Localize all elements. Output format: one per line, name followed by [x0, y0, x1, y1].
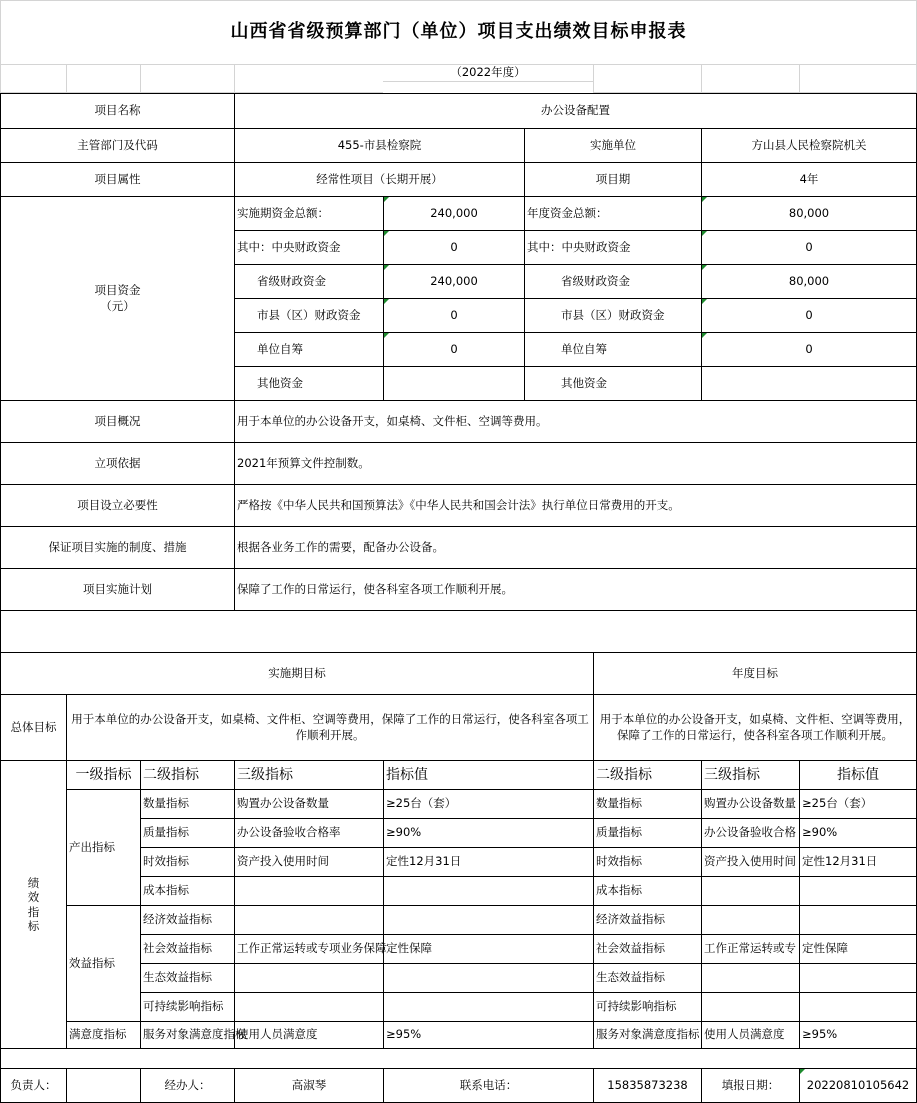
funds-right-label: 其中：中央财政资金	[524, 230, 701, 264]
funds-right-label: 单位自筹	[524, 332, 701, 366]
satisfaction-indicator-label: 满意度指标	[66, 1021, 140, 1049]
blank-cell	[701, 64, 799, 93]
indicator-level2-year: 数量指标	[593, 789, 701, 818]
level1-header: 一级指标	[66, 760, 140, 789]
indicator-level3-year: 工作正常运转或专	[701, 934, 799, 963]
funds-right-value: 80,000	[701, 196, 917, 230]
period-label: 项目期	[524, 162, 701, 196]
necessity-label: 项目设立必要性	[0, 484, 234, 526]
funds-right-value	[701, 366, 917, 400]
indicator-value-year	[799, 992, 917, 1021]
indicators-group-label	[0, 760, 66, 1049]
indicator-level3-year	[701, 876, 799, 905]
indicator-value	[383, 992, 593, 1021]
indicator-level3-year: 资产投入使用时间	[701, 847, 799, 876]
blank-cell	[0, 64, 66, 93]
benefit-indicator-label: 效益指标	[66, 905, 140, 1021]
indicator-level2: 生态效益指标	[140, 963, 234, 992]
indicator-level3	[234, 876, 383, 905]
principal-value	[66, 1068, 140, 1103]
indicator-level2-year: 社会效益指标	[593, 934, 701, 963]
indicator-level2-year: 服务对象满意度指标	[593, 1021, 701, 1049]
overall-goal-label: 总体目标	[0, 694, 66, 760]
handler-label: 经办人：	[140, 1068, 234, 1103]
indicator-level2: 数量指标	[140, 789, 234, 818]
funds-right-label: 其他资金	[524, 366, 701, 400]
funds-right-label: 省级财政资金	[524, 264, 701, 298]
indicator-value	[383, 876, 593, 905]
indicator-level2-year: 成本指标	[593, 876, 701, 905]
indicator-level2: 成本指标	[140, 876, 234, 905]
indicator-value: 定性12月31日	[383, 847, 593, 876]
indicators-group-text: 绩效指标	[27, 875, 40, 933]
funds-left-value: 0	[383, 332, 524, 366]
impl-unit-value: 方山县人民检察院机关	[701, 128, 917, 162]
dept-value: 455-市县检察院	[234, 128, 524, 162]
indicator-level3	[234, 963, 383, 992]
indicator-value: ≥95%	[383, 1021, 593, 1049]
indicator-level2-year: 经济效益指标	[593, 905, 701, 934]
funds-right-label: 年度资金总额：	[524, 196, 701, 230]
funds-left-value	[383, 366, 524, 400]
indicator-level2: 质量指标	[140, 818, 234, 847]
measures-label: 保证项目实施的制度、措施	[0, 526, 234, 568]
funds-right-value: 0	[701, 332, 917, 366]
plan-value: 保障了工作的日常运行，使各科室各项工作顺利开展。	[234, 568, 917, 610]
indicator-value-year: ≥25台（套）	[799, 789, 917, 818]
funds-left-label: 省级财政资金	[234, 264, 383, 298]
blank-row	[0, 1049, 917, 1068]
indicator-value-year: 定性12月31日	[799, 847, 917, 876]
indicator-value-year: ≥90%	[799, 818, 917, 847]
indicator-level3: 购置办公设备数量	[234, 789, 383, 818]
level2-header: 二级指标	[140, 760, 234, 789]
year-goal-text: 用于本单位的办公设备开支，如桌椅、文件柜、空调等费用，保障了工作的日常运行，使各科室各项工作顺利开展。	[593, 694, 917, 760]
indicator-level2: 时效指标	[140, 847, 234, 876]
handler-value: 高淑琴	[234, 1068, 383, 1103]
funds-left-label: 实施期资金总额：	[234, 196, 383, 230]
indicator-value-year	[799, 876, 917, 905]
sheet-title: 山西省省级预算部门（单位）项目支出绩效目标申报表	[0, 0, 917, 64]
dept-label: 主管部门及代码	[0, 128, 234, 162]
impl-unit-label: 实施单位	[524, 128, 701, 162]
indicator-level3-year	[701, 992, 799, 1021]
necessity-value: 严格按《中华人民共和国预算法》《中华人民共和国会计法》执行单位日常费用的开支。	[234, 484, 917, 526]
funds-label	[0, 196, 234, 400]
attr-label: 项目属性	[0, 162, 234, 196]
project-name-label: 项目名称	[0, 93, 234, 128]
period-goal-text: 用于本单位的办公设备开支，如桌椅、文件柜、空调等费用，保障了工作的日常运行，使各科室各项工作顺利开展。	[66, 694, 593, 760]
indicator-level2-year: 可持续影响指标	[593, 992, 701, 1021]
period-goal-header: 实施期目标	[0, 652, 593, 694]
indicator-level3-year: 购置办公设备数量	[701, 789, 799, 818]
blank-cell	[66, 64, 140, 93]
value-year-header: 指标值	[799, 760, 917, 789]
indicator-level2: 可持续影响指标	[140, 992, 234, 1021]
level2-year-header: 二级指标	[593, 760, 701, 789]
indicator-level3	[234, 992, 383, 1021]
indicator-level3	[234, 905, 383, 934]
indicator-value: ≥25台（套）	[383, 789, 593, 818]
level3-header: 三级指标	[234, 760, 383, 789]
funds-left-value: 0	[383, 298, 524, 332]
indicator-level2: 社会效益指标	[140, 934, 234, 963]
indicator-level3-year	[701, 905, 799, 934]
overview-value: 用于本单位的办公设备开支，如桌椅、文件柜、空调等费用。	[234, 400, 917, 442]
indicator-value: 定性保障	[383, 934, 593, 963]
funds-label-line2: （元）	[100, 298, 135, 313]
basis-value: 2021年预算文件控制数。	[234, 442, 917, 484]
indicator-level2-year: 质量指标	[593, 818, 701, 847]
funds-right-value: 0	[701, 230, 917, 264]
year-goal-header: 年度目标	[593, 652, 917, 694]
year-label: （2022年度）	[383, 64, 593, 82]
output-indicator-label: 产出指标	[66, 789, 140, 905]
blank-cell	[140, 64, 234, 93]
blank-row	[0, 610, 917, 652]
indicator-level2: 经济效益指标	[140, 905, 234, 934]
principal-label: 负责人：	[0, 1068, 66, 1103]
indicator-value-year: 定性保障	[799, 934, 917, 963]
indicator-level3: 使用人员满意度	[234, 1021, 383, 1049]
plan-label: 项目实施计划	[0, 568, 234, 610]
measures-value: 根据各业务工作的需要，配备办公设备。	[234, 526, 917, 568]
indicator-level3-year: 办公设备验收合格	[701, 818, 799, 847]
indicator-level3-year	[701, 963, 799, 992]
blank-cell	[593, 64, 701, 93]
indicator-value: ≥90%	[383, 818, 593, 847]
date-value: 20220810105642	[799, 1068, 917, 1103]
indicator-value-year: ≥95%	[799, 1021, 917, 1049]
indicator-level2-year: 时效指标	[593, 847, 701, 876]
indicator-value-year	[799, 905, 917, 934]
blank-cell	[234, 64, 383, 93]
project-name-value: 办公设备配置	[234, 93, 917, 128]
period-value: 4年	[701, 162, 917, 196]
basis-label: 立项依据	[0, 442, 234, 484]
indicator-level2: 服务对象满意度指标	[140, 1021, 234, 1049]
funds-right-value: 80,000	[701, 264, 917, 298]
indicator-value-year	[799, 963, 917, 992]
value-header: 指标值	[383, 760, 593, 789]
indicator-level2-year: 生态效益指标	[593, 963, 701, 992]
funds-label-line1: 项目资金	[94, 282, 141, 297]
level3-year-header: 三级指标	[701, 760, 799, 789]
funds-left-label: 其中：中央财政资金	[234, 230, 383, 264]
funds-left-label: 市县（区）财政资金	[234, 298, 383, 332]
indicator-level3-year: 使用人员满意度	[701, 1021, 799, 1049]
indicator-level3: 工作正常运转或专项业务保障	[234, 934, 383, 963]
overview-label: 项目概况	[0, 400, 234, 442]
funds-right-label: 市县（区）财政资金	[524, 298, 701, 332]
indicator-level3: 资产投入使用时间	[234, 847, 383, 876]
blank-cell	[799, 64, 917, 93]
funds-left-label: 其他资金	[234, 366, 383, 400]
attr-value: 经常性项目（长期开展）	[234, 162, 524, 196]
indicator-value	[383, 905, 593, 934]
phone-label: 联系电话：	[383, 1068, 593, 1103]
funds-left-label: 单位自筹	[234, 332, 383, 366]
funds-left-value: 240,000	[383, 264, 524, 298]
date-label: 填报日期：	[701, 1068, 799, 1103]
indicator-level3: 办公设备验收合格率	[234, 818, 383, 847]
phone-value: 15835873238	[593, 1068, 701, 1103]
indicator-value	[383, 963, 593, 992]
funds-left-value: 240,000	[383, 196, 524, 230]
funds-right-value: 0	[701, 298, 917, 332]
funds-left-value: 0	[383, 230, 524, 264]
